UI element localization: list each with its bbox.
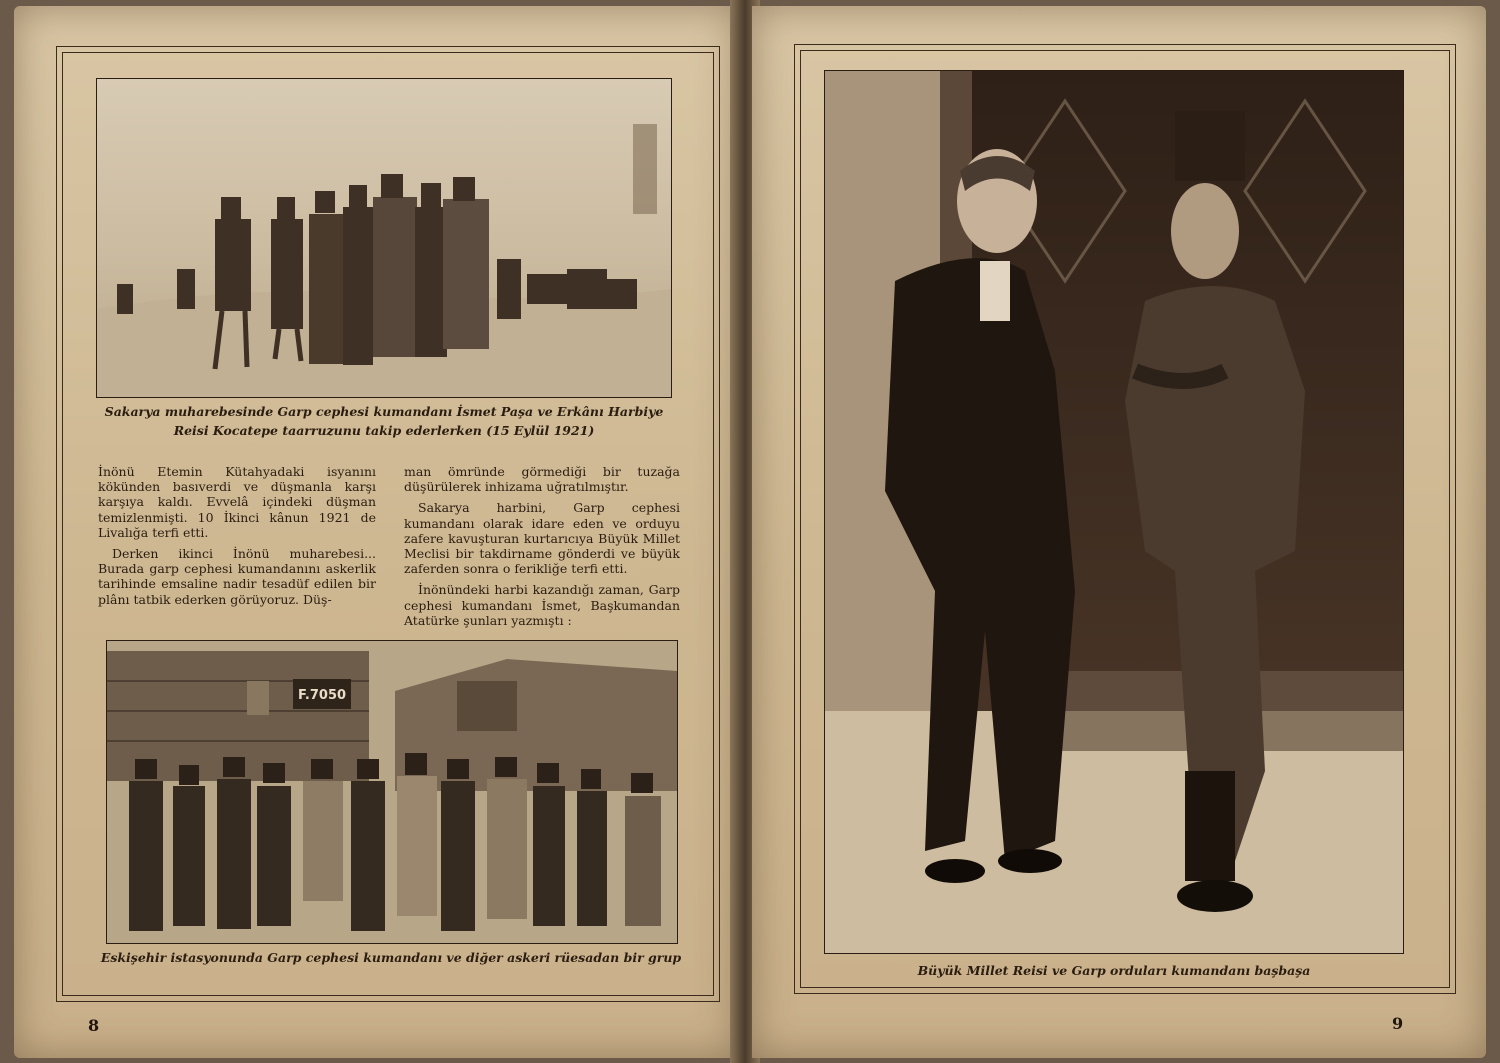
- right-page: [752, 6, 1486, 1058]
- col2-paragraph-3: İnönündeki harbi kazandığı zaman, Garp cephesi kumandanı İsmet, Başkumandan Atatürke şunları yazmıştı :: [404, 582, 680, 628]
- page-number-left: 8: [88, 1016, 100, 1035]
- photo-eskisehir-image: [107, 641, 677, 943]
- page-number-right: 9: [1392, 1014, 1404, 1033]
- caption-top-line2: Reisi Kocatepe taarruzunu takip ederlerken (15 Eylül 1921): [173, 423, 595, 438]
- photo-leaders-image: [825, 71, 1403, 953]
- text-column-right: [404, 464, 680, 634]
- wagon-number-label: F.7050: [297, 688, 347, 703]
- col2-paragraph-2: Sakarya harbini, Garp cephesi kumandanı olarak idare eden ve orduyu zafere kavuşturan kurtarıcıya Büyük Millet Meclisi bir takdirname gönderdi ve büyük zaferden sonra o ferikliğe terfi etti.: [404, 500, 680, 577]
- photo-sakarya-image: [97, 79, 671, 397]
- caption-top: [84, 402, 684, 440]
- photo-eskisehir-station: [106, 640, 678, 944]
- text-column-left: [98, 464, 376, 613]
- photo-leaders-together: [824, 70, 1404, 954]
- col2-paragraph-1: man ömründe görmediği bir tuzağa düşürülerek inhizama uğratılmıştır.: [404, 464, 680, 495]
- col1-paragraph-1: İnönü Etemin Kütahyadaki isyanını kökünden basıverdi ve düşmanla karşı karşıya kaldı. Evvelâ içindeki düşman temizlenmişti. 10 İkinci kânun 1921 de Livalığa terfi etti.: [98, 464, 376, 540]
- caption-right: Büyük Millet Reisi ve Garp orduları kumandanı başbaşa: [917, 963, 1311, 978]
- left-page: [14, 6, 738, 1058]
- col1-paragraph-2: Derken ikinci İnönü muharebesi... Burada garp cephesi kumandanını askerlik tarihinde emsaline nadir tesadüf edilen bir plânı tatbik ederken görüyoruz. Düş-: [98, 546, 376, 607]
- photo-sakarya-officers: [96, 78, 672, 398]
- caption-bottom: Eskişehir istasyonunda Garp cephesi kumandanı ve diğer askeri rüesadan bir grup: [100, 950, 682, 965]
- caption-top-line1: Sakarya muharebesinde Garp cephesi kumandanı İsmet Paşa ve Erkânı Harbiye: [104, 404, 664, 419]
